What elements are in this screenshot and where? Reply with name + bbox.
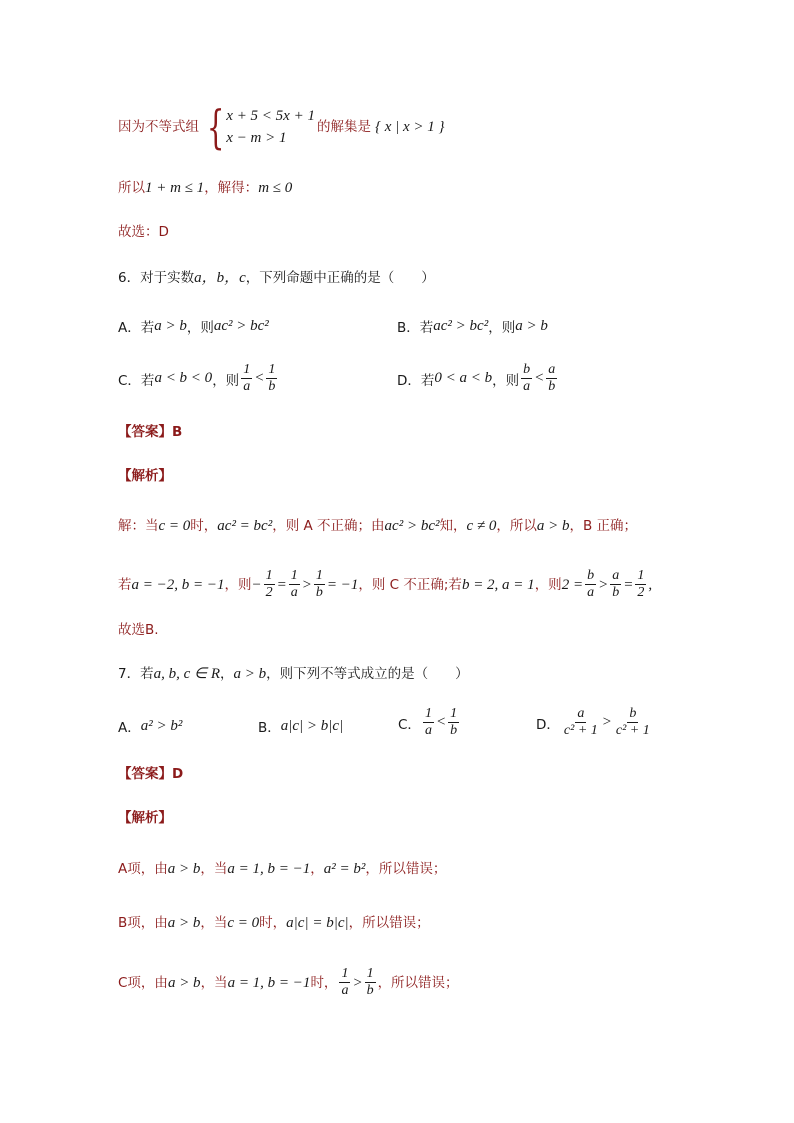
- q7-analysis-label: [118, 808, 734, 828]
- q6-analysis-text: 【解析】: [118, 468, 172, 484]
- q6-opt-d-cond: 0 < a < b: [434, 370, 493, 386]
- q7-opt-b-expr: a|c| > b|c|: [280, 717, 344, 734]
- system-row-1: x + 5 < 5x + 1: [226, 108, 315, 124]
- q7-opt-a-label: A．: [118, 720, 141, 736]
- q6-option-a: [118, 316, 269, 336]
- q7-item-b-f: a|c| = b|c|: [286, 915, 349, 931]
- q7-stem-tail: ，则下列不等式成立的是（ ）: [266, 666, 469, 682]
- solution-set-label: 的解集是: [316, 119, 371, 135]
- q7-item-a-b: a > b: [167, 861, 201, 877]
- q6-choose-text: 故选B.: [118, 622, 159, 638]
- so-prefix: 所以: [118, 180, 145, 196]
- q6-sol2-b: a = −2, b = −1: [131, 576, 225, 593]
- q7-opt-a-expr: a² > b²: [140, 717, 183, 734]
- q7-item-b-g: ，所以错误；: [348, 915, 430, 931]
- q7-item-a-g: ，所以错误；: [365, 861, 447, 877]
- q6-sol1-a: 解：当: [118, 518, 159, 534]
- q6-answer: [118, 422, 734, 442]
- q7-item-b-c: ，当: [200, 915, 228, 931]
- q6-opt-b-res: a > b: [515, 317, 548, 334]
- fraction-1-over-2: $\frac{1}{2}$: [265, 568, 273, 600]
- q7-item-c-b: a > b: [167, 974, 201, 991]
- q6-sol2-c: ，则: [224, 576, 252, 593]
- fraction-1-over-2: $\frac{1}{2}$: [637, 568, 645, 600]
- fraction-1-over-a: $\frac{1}{a}$: [424, 706, 432, 738]
- q7-item-c-d: a = 1, b = −1: [227, 974, 311, 991]
- q7-stem-vars: a, b, c ∈ R: [153, 666, 220, 682]
- so-line: [118, 178, 734, 198]
- q6-option-c: C．若 a < b < 0 ，则 $\frac{1}{a}$ < $\frac{1}{b}$: [118, 362, 276, 394]
- fraction-a-over-b: $\frac{a}{b}$: [548, 362, 556, 394]
- q6-stem-tail: ，下列命题中正确的是（ ）: [245, 270, 435, 286]
- q6-sol1-e: ，则 A 不正确；由: [272, 518, 385, 534]
- q6-sol1-j: a > b: [536, 518, 570, 534]
- q7-item-a-c: ，当: [200, 861, 228, 877]
- q7-opt-b-label: B．: [258, 720, 281, 736]
- q6-opt-b-label: B．若: [397, 320, 434, 336]
- so-expr: 1 + m ≤ 1: [145, 180, 205, 196]
- q7-item-c-g: ，所以错误；: [377, 974, 459, 991]
- fraction-b-over-a: $\frac{b}{a}$: [523, 362, 531, 394]
- fraction-a-over-c2p1: $\frac{a}{\text{c² + 1}}$: [563, 706, 598, 738]
- q7-item-c-e: 时，: [310, 974, 338, 991]
- so-result: m ≤ 0: [258, 180, 293, 196]
- q7-item-b-e: 时，: [259, 915, 287, 931]
- q7-stem-prefix: 7．若: [118, 666, 154, 682]
- q6-answer-text: 【答案】B: [118, 424, 183, 440]
- q6-solution-line-2: 若 a = −2, b = −1 ，则 − $\frac{1}{2}$ = $\frac{1}{a}$ > $\frac{1}{b}$ = −1 ，则 C 不正确;若 b = 2, a = 1 ，则 2 = $\frac{b}{a}$ > $\frac{a}{b}$ = $\frac{1}{2}$ ,: [118, 568, 653, 600]
- q6-choose: [118, 620, 734, 640]
- prev-choose: [118, 222, 734, 242]
- q6-opt-c-cond: a < b < 0: [154, 370, 213, 386]
- q7-stem: [118, 664, 734, 684]
- q6-sol2-e: b = 2, a = 1: [461, 576, 535, 593]
- solution-set: { x | x > 1 }: [374, 119, 445, 135]
- q7-stem-cond: a > b: [233, 666, 267, 682]
- q6-sol1-g: 知，: [439, 518, 467, 534]
- fraction-1-over-a: $\frac{1}{a}$: [243, 362, 251, 394]
- q6-sol1-k: ，B 正确；: [569, 518, 638, 534]
- left-brace: {: [206, 100, 225, 154]
- q6-opt-b-mid: ，则: [488, 320, 516, 336]
- q7-analysis-text: 【解析】: [118, 810, 172, 826]
- q6-stem-vars: a，b，c: [194, 270, 246, 286]
- q6-option-b: [397, 316, 548, 336]
- q6-sol2-f: ，则: [534, 576, 562, 593]
- q6-opt-d-label: D．若: [397, 372, 435, 389]
- inequality-system: [201, 100, 315, 154]
- fraction-b-over-a: $\frac{b}{a}$: [587, 568, 595, 600]
- q6-stem: [118, 268, 734, 288]
- fraction-a-over-b: $\frac{a}{b}$: [612, 568, 620, 600]
- q6-sol1-b: c = 0: [158, 518, 191, 534]
- q7-opt-c-label: C．: [398, 716, 421, 733]
- prev-choose-text: 故选：D: [118, 224, 169, 240]
- q7-opt-d-label: D．: [536, 716, 560, 733]
- q7-item-a: [118, 859, 734, 879]
- because-text: 因为不等式组: [118, 119, 199, 135]
- q7-item-a-d: a = 1, b = −1: [227, 861, 311, 877]
- fraction-1-over-b: $\frac{1}{b}$: [450, 706, 458, 738]
- q7-answer: [118, 764, 734, 784]
- q6-sol1-i: ，所以: [496, 518, 537, 534]
- q6-opt-b-cond: ac² > bc²: [433, 317, 489, 334]
- fraction-1-over-b: $\frac{1}{b}$: [366, 966, 374, 998]
- q6-sol1-c: 时，: [190, 518, 218, 534]
- q6-stem-prefix: 6．对于实数: [118, 270, 195, 286]
- fraction-1-over-b: $\frac{1}{b}$: [315, 568, 323, 600]
- q7-option-d: D． $\frac{a}{\text{c² + 1}}$ > $\frac{b}{\text{c² + 1}}$: [536, 706, 650, 738]
- q6-opt-a-res: ac² > bc²: [213, 317, 269, 334]
- q7-option-c: C． $\frac{1}{a}$ < $\frac{1}{b}$: [398, 706, 458, 738]
- q6-opt-a-label: A．若: [118, 320, 155, 336]
- q6-sol1-f: ac² > bc²: [384, 518, 440, 534]
- q7-answer-text: 【答案】D: [118, 766, 184, 782]
- q7-item-c-prefix: C项，由: [118, 974, 168, 991]
- q6-solution-line-1: [118, 516, 734, 536]
- q6-opt-d-mid: ，则: [492, 372, 520, 389]
- q7-item-c-c: ，当: [200, 974, 228, 991]
- q6-sol1-h: c ≠ 0: [466, 518, 497, 534]
- q7-item-c: C项，由 a > b ，当 a = 1, b = −1 时， $\frac{1}{a}$ > $\frac{1}{b}$ ，所以错误；: [118, 966, 459, 998]
- q7-option-a: [118, 716, 182, 736]
- fraction-1-over-a: $\frac{1}{a}$: [341, 966, 349, 998]
- q7-item-a-e: ，: [310, 861, 324, 877]
- q6-sol2-a: 若: [118, 576, 132, 593]
- q7-item-a-f: a² = b²: [323, 861, 366, 877]
- q6-opt-c-label: C．若: [118, 372, 155, 389]
- q7-item-b-b: a > b: [167, 915, 201, 931]
- q6-opt-a-mid: ，则: [186, 320, 214, 336]
- q6-opt-c-mid: ，则: [212, 372, 240, 389]
- q7-item-b: [118, 913, 734, 933]
- fraction-b-over-c2p1: $\frac{b}{\text{c² + 1}}$: [615, 706, 650, 738]
- so-mid: ，解得：: [204, 180, 259, 196]
- q6-opt-a-cond: a > b: [154, 317, 187, 334]
- q6-sol1-d: ac² = bc²: [217, 518, 273, 534]
- q6-sol2-d: ，则 C 不正确;若: [358, 576, 462, 593]
- q7-option-b: [258, 716, 343, 736]
- fraction-1-over-b: $\frac{1}{b}$: [268, 362, 276, 394]
- q6-analysis-label: [118, 466, 734, 486]
- q6-option-d: D．若 0 < a < b ，则 $\frac{b}{a}$ < $\frac{a}{b}$: [397, 362, 556, 394]
- q7-item-a-prefix: A项，由: [118, 861, 168, 877]
- q7-item-b-prefix: B项，由: [118, 915, 168, 931]
- fraction-1-over-a: $\frac{1}{a}$: [290, 568, 298, 600]
- system-row-2: x − m > 1: [226, 130, 287, 146]
- q7-stem-mid: ，: [219, 666, 234, 682]
- prev-solution-line: [118, 100, 734, 154]
- q7-item-b-d: c = 0: [227, 915, 260, 931]
